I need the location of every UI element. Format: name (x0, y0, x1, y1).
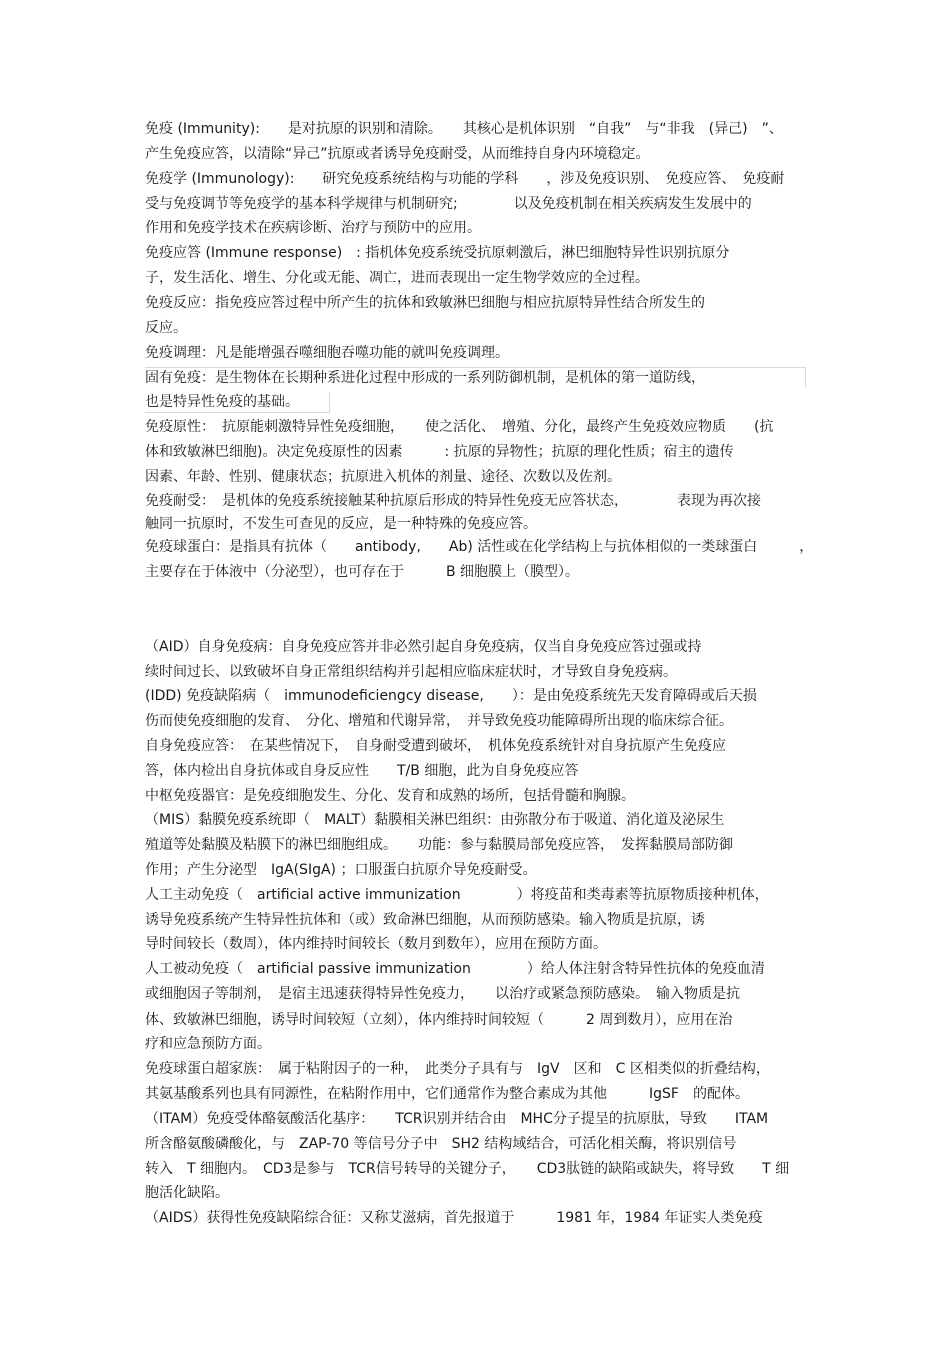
text-line: 子，发生活化、增生、分化或无能、凋亡，进而表现出一定生物学效应的全过程。 (145, 270, 649, 286)
text-line: 产生免疫应答，以清除“异己”抗原或者诱导免疫耐受，从而维持自身内环境稳定。 (145, 146, 650, 162)
text-line: 免疫 (Immunity): 是对抗原的识别和清除。 其核心是机体识别 “自我” 与“非我 (异己) ”、 (145, 121, 783, 137)
text-line: 诱导免疫系统产生特异性抗体和（或）致命淋巴细胞，从而预防感染。输入物质是抗原，诱 (145, 912, 705, 928)
text-line: 受与免疫调节等免疫学的基本科学规律与机制研究; 以及免疫机制在相关疾病发生发展中的 (145, 196, 752, 212)
text-line: 作用；产生分泌型 IgA(SIgA) ；口服蛋白抗原介导免疫耐受。 (145, 862, 537, 878)
text-line: 免疫反应：指免疫应答过程中所产生的抗体和致敏淋巴细胞与相应抗原特异性结合所发生的 (145, 295, 705, 311)
text-line-highlighted: 固有免疫：是生物体在长期种系进化过程中形成的一系列防御机制，是机体的第一道防线， (145, 367, 806, 388)
text-line: 体、致敏淋巴细胞，诱导时间较短（立刻），体内维持时间较短（ 2 周到数月），应用在治 (145, 1012, 733, 1028)
text-line: 免疫球蛋白：是指具有抗体（ antibody, Ab) 活性或在化学结构上与抗体相似的一类球蛋白 ， (145, 539, 814, 555)
text-line: 转入 T 细胞内。 CD3是参与 TCR信号转导的关键分子， CD3肽链的缺陷或缺失，将导致 T 细 (145, 1161, 790, 1177)
text-line: 反应。 (145, 320, 187, 336)
text-line: 答，体内检出自身抗体或自身反应性 T/B 细胞，此为自身免疫应答 (145, 763, 579, 779)
text-line: 伤而使免疫细胞的发育、 分化、增殖和代谢异常， 并导致免疫功能障碍所出现的临床综合征。 (145, 713, 733, 729)
text-line: 作用和免疫学技术在疾病诊断、治疗与预防中的应用。 (145, 220, 481, 236)
text-line: 或细胞因子等制剂， 是宿主迅速获得特异性免疫力， 以治疗或紧急预防感染。 输入物质是抗 (145, 986, 740, 1002)
text-line: （MIS）黏膜免疫系统即（ MALT）黏膜相关淋巴组织：由弥散分布于吸道、消化道及泌尿生 (145, 812, 725, 828)
text-line: 自身免疫应答： 在某些情况下， 自身耐受遭到破坏， 机体免疫系统针对自身抗原产生免疫应 (145, 738, 726, 754)
text-line: 其氨基酸系列也具有同源性，在粘附作用中，它们通常作为整合素成为其他 IgSF 的配体。 (145, 1086, 749, 1102)
text-line: 续时间过长、以致破坏自身正常组织结构并引起相应临床症状时，才导致自身免疫病。 (145, 664, 677, 680)
text-line: 免疫学 (Immunology): 研究免疫系统结构与功能的学科 ，涉及免疫识别、 免疫应答、 免疫耐 (145, 171, 785, 187)
text-line: 免疫应答 (Immune response) : 指机体免疫系统受抗原刺激后，淋巴细胞特异性识别抗原分 (145, 245, 730, 261)
text-line: (IDD) 免疫缺陷病（ immunodeficiengcy disease, ）：是由免疫系统先天发育障碍或后天损 (145, 688, 757, 704)
text-line: 人工被动免疫（ artificial passive immunization ）给人体注射含特异性抗体的免疫血清 (145, 961, 765, 977)
text-line: （AIDS）获得性免疫缺陷综合征：又称艾滋病，首先报道于 1981 年，1984 年证实人类免疫 (145, 1210, 763, 1226)
text-line: 因素、年龄、性别、健康状态；抗原进入机体的剂量、途径、次数以及佐剂。 (145, 469, 621, 485)
text-line: 胞活化缺陷。 (145, 1185, 229, 1201)
text-line: 免疫球蛋白超家族： 属于粘附因子的一种， 此类分子具有与 IgV 区和 C 区相类似的折叠结构， (145, 1061, 770, 1077)
text-line: （ITAM）免疫受体酪氨酸活化基序： TCR识别并结合由 MHC分子提呈的抗原肽，导致 ITAM (145, 1111, 769, 1127)
text-line: 触同一抗原时，不发生可查见的反应，是一种特殊的免疫应答。 (145, 516, 537, 532)
text-line: 主要存在于体液中（分泌型），也可存在于 B 细胞膜上（膜型）。 (145, 564, 580, 580)
text-line: 疗和应急预防方面。 (145, 1036, 271, 1052)
text-line: 殖道等处黏膜及粘膜下的淋巴细胞组成。 功能：参与黏膜局部免疫应答， 发挥黏膜局部防御 (145, 837, 733, 853)
text-line: 免疫耐受： 是机体的免疫系统接触某种抗原后形成的特异性免疫无应答状态， 表现为再次接 (145, 493, 761, 509)
text-line: 人工主动免疫（ artificial active immunization ）将疫苗和类毒素等抗原物质接种机体， (145, 887, 769, 903)
text-line-highlighted: 也是特异性免疫的基础。 (145, 392, 330, 413)
text-line: 所含酪氨酸磷酸化，与 ZAP-70 等信号分子中 SH2 结构域结合，可活化相关酶，将识别信号 (145, 1136, 737, 1152)
text-line: 免疫调理：凡是能增强吞噬细胞吞噬功能的就叫免疫调理。 (145, 345, 509, 361)
text-line: 导时间较长（数周），体内维持时间较长（数月到数年），应用在预防方面。 (145, 936, 607, 952)
text-line: （AID）自身免疫病：自身免疫应答并非必然引起自身免疫病，仅当自身免疫应答过强或持 (145, 639, 702, 655)
text-line: 免疫原性： 抗原能刺激特异性免疫细胞， 使之活化、 增殖、分化，最终产生免疫效应物质 (抗 (145, 419, 774, 435)
text-line: 体和致敏淋巴细胞)。决定免疫原性的因素 : 抗原的异物性；抗原的理化性质；宿主的遗传 (145, 444, 734, 460)
text-line: 中枢免疫器官：是免疫细胞发生、分化、发育和成熟的场所，包括骨髓和胸腺。 (145, 788, 635, 804)
